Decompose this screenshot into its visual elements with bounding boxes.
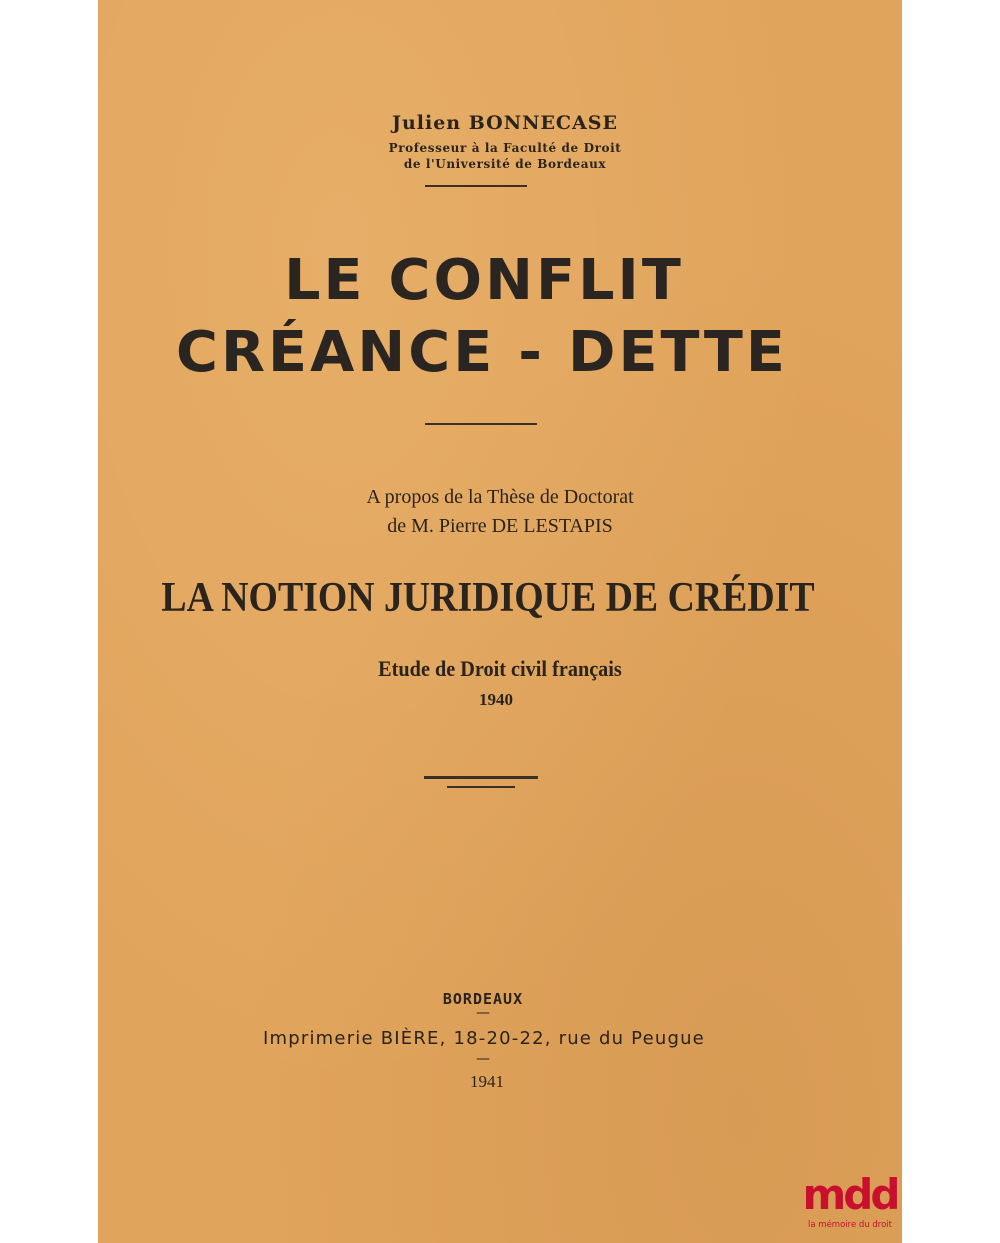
author-affiliation-line1: Professeur à la Faculté de Droit <box>388 141 622 155</box>
double-rule-bottom <box>447 786 515 788</box>
printer-address: Imprimerie BIÈRE, 18-20-22, rue du Peugue <box>263 1028 705 1049</box>
book-cover <box>98 0 902 1243</box>
thesis-subtitle: Etude de Droit civil français <box>378 656 622 681</box>
apropos-line2: de M. Pierre DE LESTAPIS <box>387 515 613 537</box>
author-divider <box>425 185 527 187</box>
thesis-year: 1940 <box>479 690 513 709</box>
title-line1: LE CONFLIT <box>284 248 684 313</box>
author-affiliation-line2: de l'Université de Bordeaux <box>403 157 607 171</box>
double-rule-top <box>424 776 538 779</box>
mdd-logo <box>800 1172 900 1242</box>
thesis-title: LA NOTION JURIDIQUE DE CRÉDIT <box>161 575 815 621</box>
author-name: Julien BONNECASE <box>391 112 618 134</box>
mdd-logo-tagline: la mémoire du droit <box>808 1220 892 1230</box>
separator-dash: — <box>476 1051 490 1067</box>
mdd-logo-mark: mdd <box>802 1170 898 1219</box>
title-line2: CRÉANCE - DETTE <box>176 320 788 385</box>
publisher-city: BORDEAUX <box>442 990 524 1008</box>
apropos-line1: A propos de la Thèse de Doctorat <box>366 486 634 508</box>
title-divider <box>425 423 537 425</box>
publication-year: 1941 <box>470 1072 504 1091</box>
separator-dash: — <box>476 1005 490 1021</box>
